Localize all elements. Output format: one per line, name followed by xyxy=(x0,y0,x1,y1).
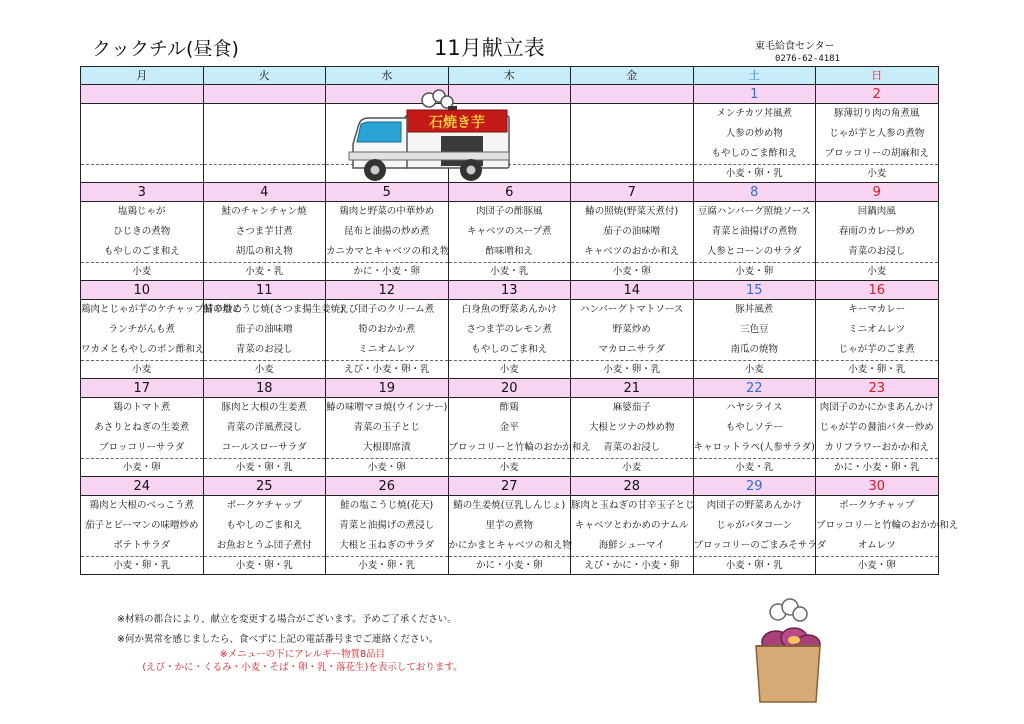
allergy-cell-wed: 小麦・卵 xyxy=(326,459,449,477)
allergy-cell-row xyxy=(81,557,939,575)
month-title: 11月献立表 xyxy=(434,36,545,60)
side-dish-cell-sat: 青菜と油揚げの煮物 xyxy=(693,222,816,242)
side-dish-cell-fri: 茄子の油味噌 xyxy=(571,222,694,242)
weekday-wed: 水 xyxy=(326,67,449,85)
safety-note: ※何か異常を感じましたら、食べずに上記の電話番号までご連絡ください。 xyxy=(117,634,439,645)
allergy-cell-thu: かに・小麦・卵 xyxy=(448,557,571,575)
main-dish-cell-mon: 鶏肉と大根のべっこう煮 xyxy=(81,496,204,517)
main-dish-cell-sun: 肉団子のかにかまあんかけ xyxy=(816,398,939,419)
main-dish-cell-fri: ハンバーグトマトソース xyxy=(571,300,694,321)
date-cell-sun: 2 xyxy=(816,85,939,104)
main-dish-cell-wed: えび団子のクリーム煮 xyxy=(326,300,449,321)
allergy-cell-mon: 小麦 xyxy=(81,361,204,379)
date-cell-sat: 15 xyxy=(693,281,816,300)
salad-dish-cell-fri: 海鮮シューマイ xyxy=(571,536,694,557)
main-dish-cell-tue: 鯖の塩こうじ焼(さつま揚生姜焼) xyxy=(203,300,326,321)
weekday-sun: 日 xyxy=(816,67,939,85)
side-dish-cell-mon: ひじきの煮物 xyxy=(81,222,204,242)
date-cell-tue xyxy=(203,85,326,104)
salad-dish-cell-thu: ブロッコリーと竹輪のおかか和え xyxy=(448,438,571,459)
date-cell-sat: 22 xyxy=(693,379,816,398)
change-note: ※材料の都合により、献立を変更する場合がございます。予めご了承ください。 xyxy=(117,614,457,625)
side-dish-cell-sun: じゃが芋の醤油バター炒め xyxy=(816,418,939,438)
main-dish-cell-thu: 白身魚の野菜あんかけ xyxy=(448,300,571,321)
salad-dish-cell-row xyxy=(81,242,939,263)
allergy-cell-sun: かに・小麦・卵・乳 xyxy=(816,459,939,477)
allergy-cell-sat: 小麦・卵・乳 xyxy=(693,165,816,183)
main-dish-cell-wed: 鮭の塩こうじ焼(花天) xyxy=(326,496,449,517)
date-cell-mon: 24 xyxy=(81,477,204,496)
side-dish-cell-thu: 金平 xyxy=(448,418,571,438)
center-name: 東毛給食センター xyxy=(755,41,835,52)
date-cell-fri: 28 xyxy=(571,477,694,496)
salad-dish-cell-wed: カニカマとキャベツの和え物 xyxy=(326,242,449,263)
main-dish-cell-mon: 塩鶏じゃが xyxy=(81,202,204,223)
salad-dish-cell-mon xyxy=(81,144,204,165)
salad-dish-cell-sun: じゃが芋のごま煮 xyxy=(816,340,939,361)
salad-dish-cell-fri: 青菜のお浸し xyxy=(571,438,694,459)
allergy-cell-fri xyxy=(571,165,694,183)
allergy-cell-fri: 小麦・卵・乳 xyxy=(571,361,694,379)
salad-dish-cell-sun: ブロッコリーの胡麻和え xyxy=(816,144,939,165)
allergy-cell-thu: 小麦 xyxy=(448,361,571,379)
main-dish-cell-mon xyxy=(81,104,204,125)
date-cell-sat: 29 xyxy=(693,477,816,496)
allergy-cell-mon: 小麦 xyxy=(81,263,204,281)
side-dish-cell-sun: 春雨のカレー炒め xyxy=(816,222,939,242)
salad-dish-cell-mon: もやしのごま和え xyxy=(81,242,204,263)
salad-dish-cell-sat: 人参とコーンのサラダ xyxy=(693,242,816,263)
side-dish-cell-mon: 茄子とピーマンの味噌炒め xyxy=(81,516,204,536)
salad-dish-cell-fri: マカロニサラダ xyxy=(571,340,694,361)
date-cell-mon: 10 xyxy=(81,281,204,300)
side-dish-cell-tue: 青菜の洋風煮浸し xyxy=(203,418,326,438)
date-cell-thu: 6 xyxy=(448,183,571,202)
main-dish-cell-row xyxy=(81,300,939,321)
date-cell-wed: 26 xyxy=(326,477,449,496)
main-dish-cell-tue: 豚肉と大根の生姜煮 xyxy=(203,398,326,419)
allergy-cell-sun: 小麦・卵・乳 xyxy=(816,361,939,379)
main-dish-cell-fri: 鰆の照焼(野菜天煮付) xyxy=(571,202,694,223)
date-cell-thu: 20 xyxy=(448,379,571,398)
salad-dish-cell-thu: 酢味噌和え xyxy=(448,242,571,263)
main-dish-cell-sat: メンチカツ丼風煮 xyxy=(693,104,816,125)
side-dish-cell-sat: もやしソテー xyxy=(693,418,816,438)
salad-dish-cell-fri xyxy=(571,144,694,165)
allergy-cell-thu: 小麦・乳 xyxy=(448,263,571,281)
allergy-cell-fri: 小麦・卵 xyxy=(571,263,694,281)
date-cell-tue: 4 xyxy=(203,183,326,202)
salad-dish-cell-row xyxy=(81,340,939,361)
allergy-cell-sun: 小麦 xyxy=(816,263,939,281)
main-dish-cell-fri xyxy=(571,104,694,125)
date-cell-row xyxy=(81,281,939,300)
salad-dish-cell-mon: ポテトサラダ xyxy=(81,536,204,557)
main-dish-cell-tue: ポークケチャップ xyxy=(203,496,326,517)
salad-dish-cell-row xyxy=(81,438,939,459)
allergy-cell-sat: 小麦・卵 xyxy=(693,263,816,281)
date-cell-row xyxy=(81,379,939,398)
date-cell-sun: 16 xyxy=(816,281,939,300)
side-dish-cell-sun: じゃが芋と人参の煮物 xyxy=(816,124,939,144)
date-cell-wed: 12 xyxy=(326,281,449,300)
allergy-cell-tue: 小麦・卵・乳 xyxy=(203,459,326,477)
allergy-cell-fri: 小麦 xyxy=(571,459,694,477)
main-dish-cell-tue: 鮭のチャンチャン焼 xyxy=(203,202,326,223)
date-cell-tue: 25 xyxy=(203,477,326,496)
allergy-cell-wed: 小麦・卵・乳 xyxy=(326,557,449,575)
allergy-cell-tue: 小麦・乳 xyxy=(203,263,326,281)
salad-dish-cell-sat: 南瓜の焼物 xyxy=(693,340,816,361)
main-dish-cell-mon: 鶏肉とじゃが芋のケチャップ甘辛炒め xyxy=(81,300,204,321)
salad-dish-cell-row xyxy=(81,536,939,557)
main-dish-cell-thu: 肉団子の酢豚風 xyxy=(448,202,571,223)
main-dish-cell-fri: 麻婆茄子 xyxy=(571,398,694,419)
main-dish-cell-thu: 鯖の生姜焼(豆乳しんじょ) xyxy=(448,496,571,517)
main-dish-cell-wed: 鰆の味噌マヨ焼(ウインナー) xyxy=(326,398,449,419)
salad-dish-cell-fri: キャベツのおかか和え xyxy=(571,242,694,263)
allergy-cell-row xyxy=(81,361,939,379)
truck-window-icon xyxy=(357,122,401,142)
salad-dish-cell-tue: 青菜のお浸し xyxy=(203,340,326,361)
salad-dish-cell-sun: カリフラワーおかか和え xyxy=(816,438,939,459)
salad-dish-cell-thu: かにかまとキャベツの和え物 xyxy=(448,536,571,557)
side-dish-cell-thu: 里芋の煮物 xyxy=(448,516,571,536)
main-dish-cell-row xyxy=(81,202,939,223)
allergy-cell-row xyxy=(81,459,939,477)
side-dish-cell-fri: 野菜炒め xyxy=(571,320,694,340)
salad-dish-cell-tue: お魚おとうふ団子煮付 xyxy=(203,536,326,557)
menu-title: クックチル(昼食) xyxy=(92,38,239,60)
main-dish-cell-row xyxy=(81,398,939,419)
salad-dish-cell-sun: オムレツ xyxy=(816,536,939,557)
date-cell-fri xyxy=(571,85,694,104)
salad-dish-cell-sat: もやしのごま酢和え xyxy=(693,144,816,165)
main-dish-cell-thu: 酢鶏 xyxy=(448,398,571,419)
side-dish-cell-tue xyxy=(203,124,326,144)
date-cell-sun: 9 xyxy=(816,183,939,202)
salad-dish-cell-sat: キャロットラペ(人参サラダ) xyxy=(693,438,816,459)
allergy-cell-wed: えび・小麦・卵・乳 xyxy=(326,361,449,379)
side-dish-cell-fri: キャベツとわかめのナムル xyxy=(571,516,694,536)
allergy-cell-tue: 小麦 xyxy=(203,361,326,379)
main-dish-cell-row xyxy=(81,496,939,517)
salad-dish-cell-wed: ミニオムレツ xyxy=(326,340,449,361)
center-phone: 0276-62-4181 xyxy=(775,54,841,64)
salad-dish-cell-sat: ブロッコリーのごまみそサラダ xyxy=(693,536,816,557)
side-dish-cell-row xyxy=(81,320,939,340)
allergy-cell-fri: えび・かに・小麦・卵 xyxy=(571,557,694,575)
date-cell-tue: 18 xyxy=(203,379,326,398)
baked-sweet-potato-bag-icon xyxy=(748,598,828,704)
salad-dish-cell-sun: 青菜のお浸し xyxy=(816,242,939,263)
steam-icon xyxy=(770,599,807,621)
allergy-cell-sun: 小麦・卵 xyxy=(816,557,939,575)
date-cell-sat: 1 xyxy=(693,85,816,104)
side-dish-cell-mon xyxy=(81,124,204,144)
allergy-cell-tue: 小麦・卵・乳 xyxy=(203,557,326,575)
main-dish-cell-sun: 豚薄切り肉の角煮風 xyxy=(816,104,939,125)
main-dish-cell-wed: 鶏肉と野菜の中華炒め xyxy=(326,202,449,223)
date-cell-sun: 30 xyxy=(816,477,939,496)
side-dish-cell-wed: 筍のおかか煮 xyxy=(326,320,449,340)
ishiyaki-imo-truck-icon xyxy=(345,90,513,186)
side-dish-cell-row xyxy=(81,516,939,536)
allergy-cell-mon: 小麦・卵 xyxy=(81,459,204,477)
allergy-note-line1: ※メニューの下にアレルギー物質8品目 xyxy=(219,649,386,660)
side-dish-cell-sun: ブロッコリーと竹輪のおかか和え xyxy=(816,516,939,536)
date-cell-fri: 14 xyxy=(571,281,694,300)
main-dish-cell-mon: 鶏のトマト煮 xyxy=(81,398,204,419)
main-dish-cell-sat: ハヤシライス xyxy=(693,398,816,419)
side-dish-cell-sun: ミニオムレツ xyxy=(816,320,939,340)
weekday-header-row xyxy=(81,67,939,85)
side-dish-cell-sat: じゃがバタコーン xyxy=(693,516,816,536)
allergy-cell-sat: 小麦 xyxy=(693,361,816,379)
main-dish-cell-tue xyxy=(203,104,326,125)
side-dish-cell-fri xyxy=(571,124,694,144)
salad-dish-cell-mon: ブロッコリーサラダ xyxy=(81,438,204,459)
allergy-cell-sun: 小麦 xyxy=(816,165,939,183)
main-dish-cell-sat: 肉団子の野菜あんかけ xyxy=(693,496,816,517)
main-dish-cell-fri: 豚肉と玉ねぎの甘辛玉子とじ xyxy=(571,496,694,517)
allergy-cell-tue xyxy=(203,165,326,183)
date-cell-thu: 27 xyxy=(448,477,571,496)
date-cell-thu: 13 xyxy=(448,281,571,300)
side-dish-cell-tue: さつま芋甘煮 xyxy=(203,222,326,242)
weekday-thu: 木 xyxy=(448,67,571,85)
date-cell-sun: 23 xyxy=(816,379,939,398)
weekday-mon: 月 xyxy=(81,67,204,85)
side-dish-cell-fri: 大根とツナの炒め物 xyxy=(571,418,694,438)
smoke-icon xyxy=(422,90,453,108)
allergy-cell-wed: かに・小麦・卵 xyxy=(326,263,449,281)
allergy-cell-sat: 小麦・卵・乳 xyxy=(693,557,816,575)
allergy-cell-thu: 小麦 xyxy=(448,459,571,477)
side-dish-cell-sat: 三色豆 xyxy=(693,320,816,340)
date-cell-sat: 8 xyxy=(693,183,816,202)
side-dish-cell-wed: 昆布と油揚の炒め煮 xyxy=(326,222,449,242)
salad-dish-cell-tue: コールスローサラダ xyxy=(203,438,326,459)
side-dish-cell-mon: あさりとねぎの生姜煮 xyxy=(81,418,204,438)
allergy-cell-mon xyxy=(81,165,204,183)
weekday-fri: 金 xyxy=(571,67,694,85)
salad-dish-cell-tue: 胡瓜の和え物 xyxy=(203,242,326,263)
allergy-cell-sat: 小麦・乳 xyxy=(693,459,816,477)
main-dish-cell-sun: キーマカレー xyxy=(816,300,939,321)
salad-dish-cell-thu: もやしのごま和え xyxy=(448,340,571,361)
date-cell-mon xyxy=(81,85,204,104)
salad-dish-cell-wed: 大根即席漬 xyxy=(326,438,449,459)
side-dish-cell-tue: 茄子の油味噌 xyxy=(203,320,326,340)
side-dish-cell-thu: さつま芋のレモン煮 xyxy=(448,320,571,340)
allergy-note-line2: (えび・かに・くるみ・小麦・そば・卵・乳・落花生)を表示しております。 xyxy=(142,662,463,673)
date-cell-mon: 17 xyxy=(81,379,204,398)
side-dish-cell-sat: 人参の炒め物 xyxy=(693,124,816,144)
date-cell-mon: 3 xyxy=(81,183,204,202)
salad-dish-cell-mon: ワカメともやしのポン酢和え xyxy=(81,340,204,361)
sign-text: 石焼き芋 xyxy=(429,115,485,131)
weekday-sat: 土 xyxy=(693,67,816,85)
salad-dish-cell-wed: 大根と玉ねぎのサラダ xyxy=(326,536,449,557)
paper-bag-icon xyxy=(756,646,820,702)
side-dish-cell-mon: ランチがんも煮 xyxy=(81,320,204,340)
date-cell-fri: 7 xyxy=(571,183,694,202)
date-cell-fri: 21 xyxy=(571,379,694,398)
main-dish-cell-sat: 豚丼風煮 xyxy=(693,300,816,321)
date-cell-wed: 5 xyxy=(326,183,449,202)
side-dish-cell-thu: キャベツのスープ煮 xyxy=(448,222,571,242)
side-dish-cell-wed: 青菜と油揚げの煮浸し xyxy=(326,516,449,536)
date-cell-wed: 19 xyxy=(326,379,449,398)
date-cell-row xyxy=(81,477,939,496)
main-dish-cell-sun: 回鍋肉風 xyxy=(816,202,939,223)
salad-dish-cell-tue xyxy=(203,144,326,165)
side-dish-cell-wed: 青菜の玉子とじ xyxy=(326,418,449,438)
side-dish-cell-row xyxy=(81,222,939,242)
main-dish-cell-sat: 豆腐ハンバーグ照焼ソース xyxy=(693,202,816,223)
weekday-tue: 火 xyxy=(203,67,326,85)
date-cell-tue: 11 xyxy=(203,281,326,300)
allergy-cell-mon: 小麦・卵・乳 xyxy=(81,557,204,575)
side-dish-cell-tue: もやしのごま和え xyxy=(203,516,326,536)
side-dish-cell-row xyxy=(81,418,939,438)
main-dish-cell-sun: ポークケチャップ xyxy=(816,496,939,517)
allergy-cell-row xyxy=(81,263,939,281)
